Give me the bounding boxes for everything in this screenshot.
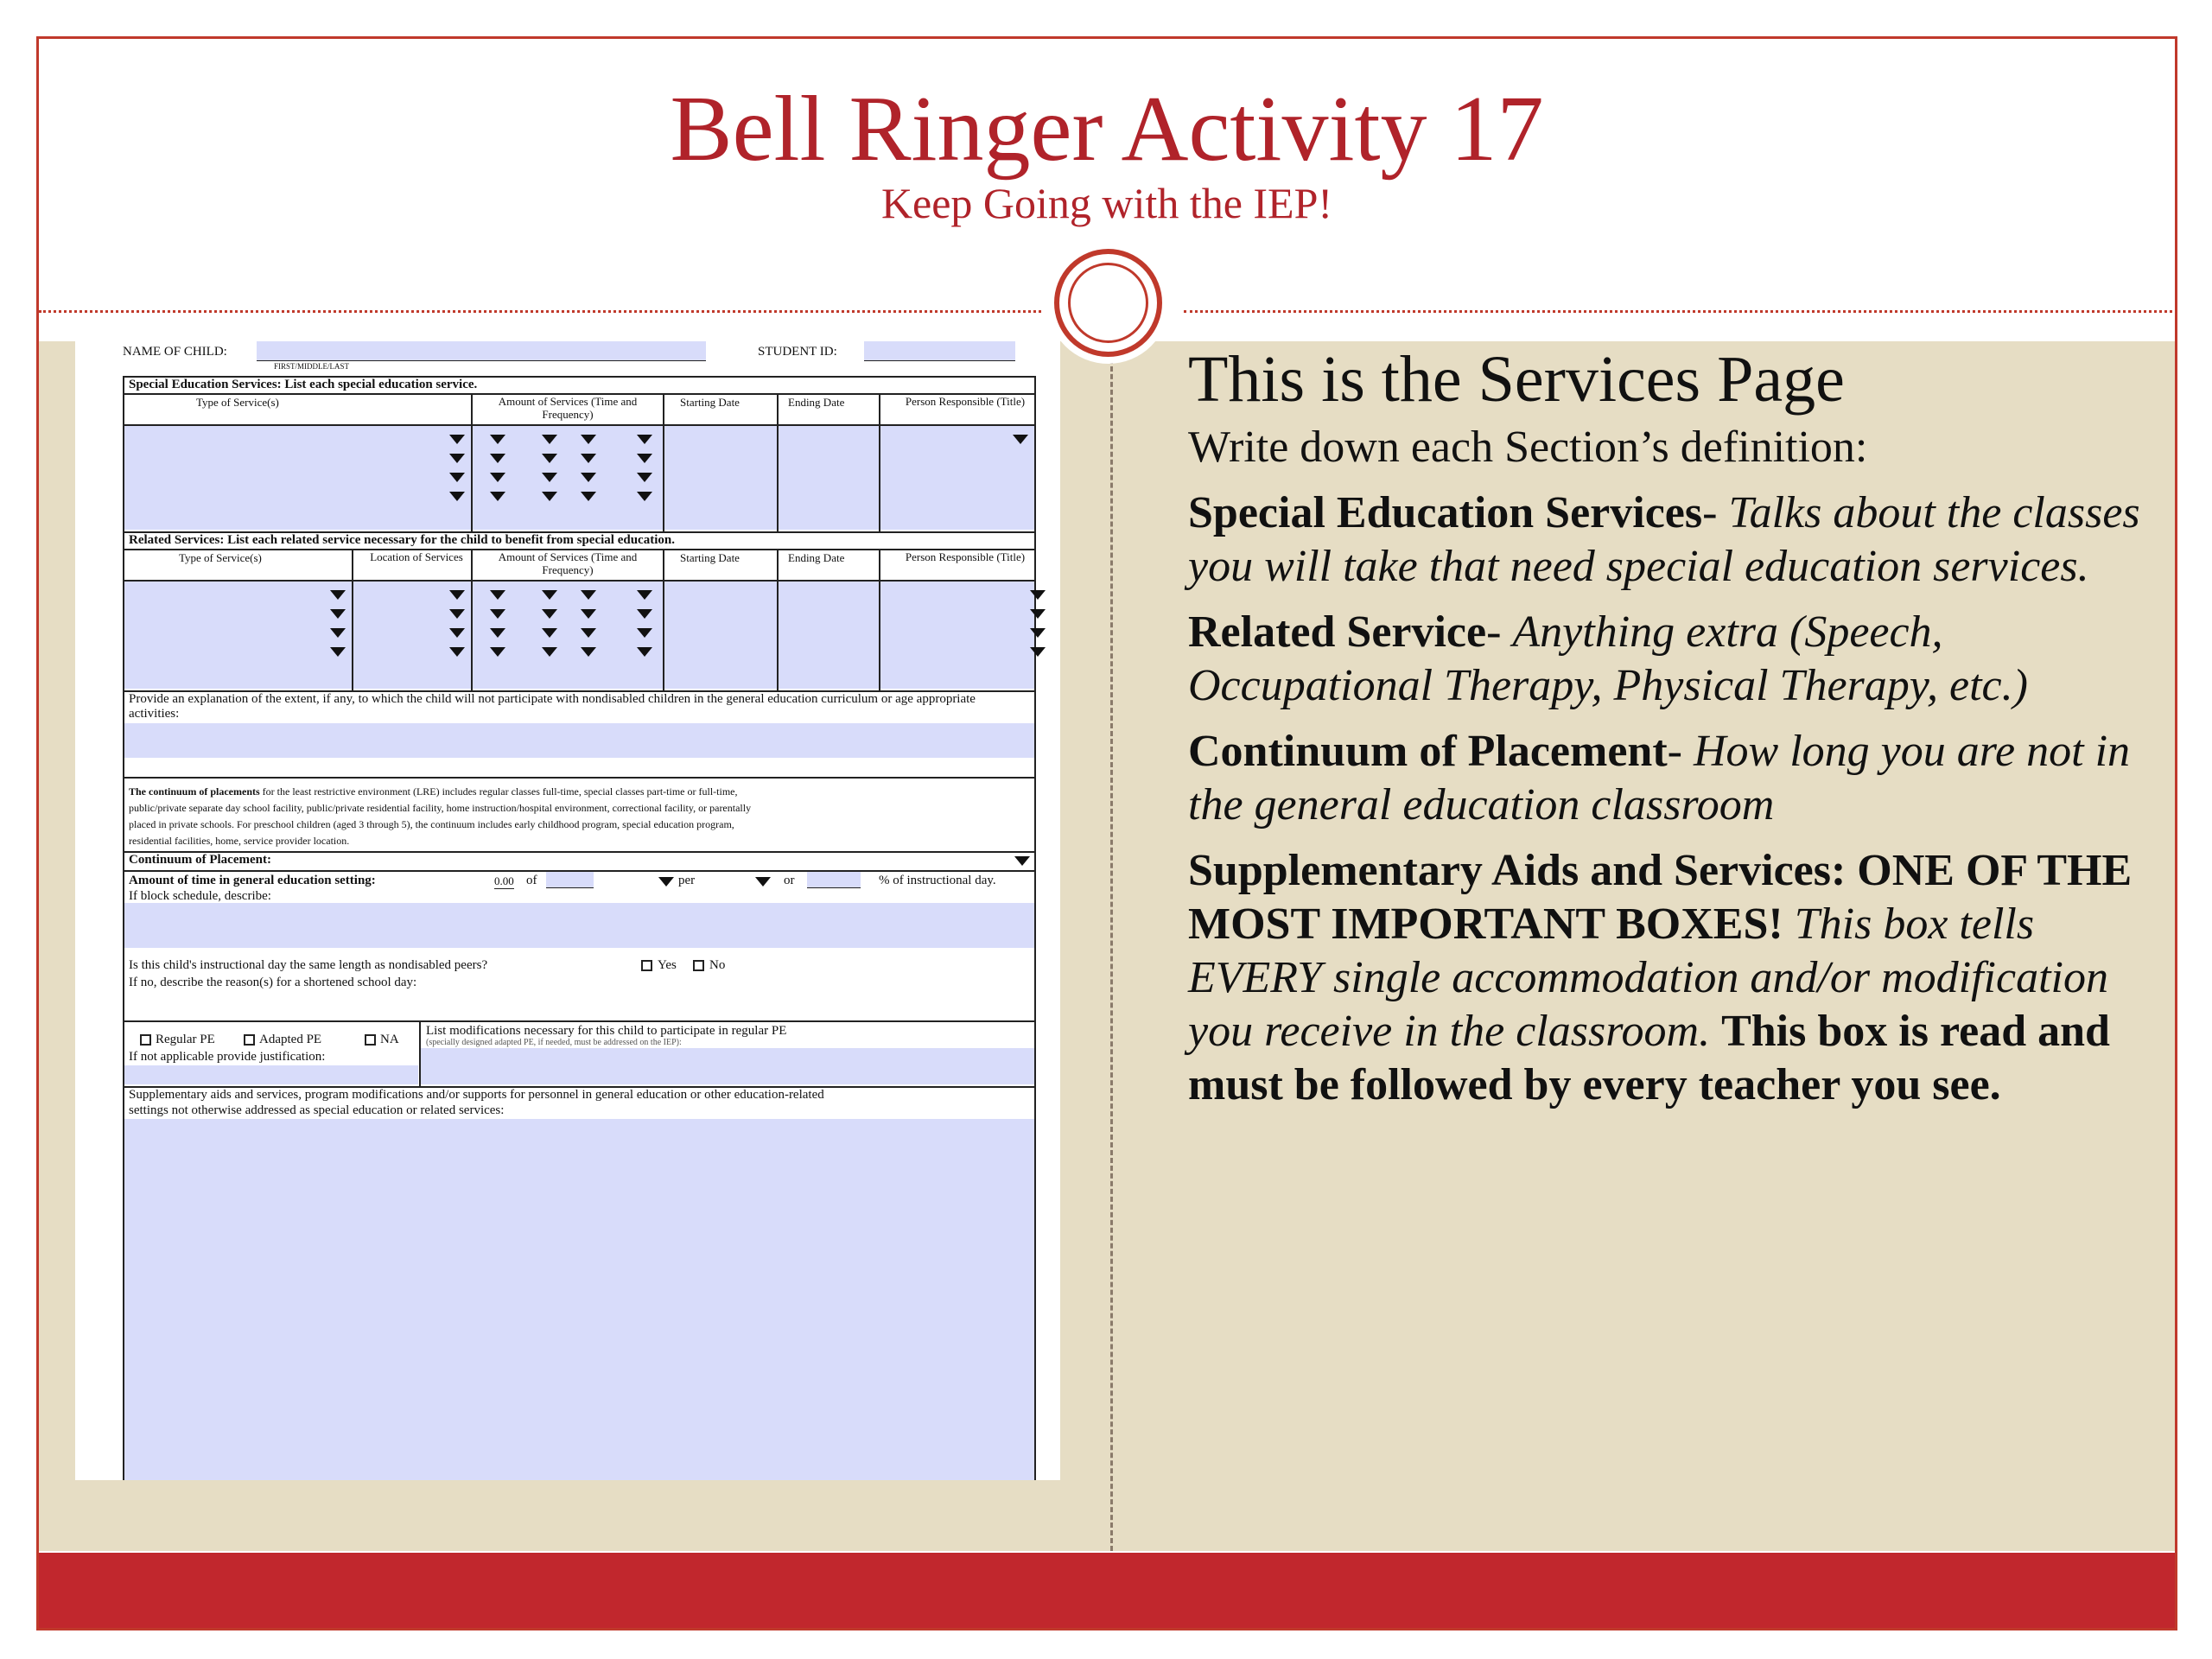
name-sub-label: FIRST/MIDDLE/LAST	[274, 362, 350, 371]
student-id-label: STUDENT ID:	[758, 345, 837, 359]
sped-services-header: Special Education Services: List each special education service.	[129, 378, 478, 391]
lre-explanation-field	[124, 723, 1034, 758]
instructional-day-question: Is this child's instructional day the same length as nondisabled peers?	[129, 958, 488, 972]
footer-bar	[39, 1553, 2175, 1630]
yes-checkbox	[641, 960, 652, 971]
slide-frame	[36, 36, 2177, 1630]
slide-subtitle: Keep Going with the IEP!	[880, 179, 1333, 227]
gen-ed-time-value: 0.00	[494, 874, 514, 887]
na-checkbox	[365, 1034, 376, 1046]
adapted-pe-checkbox	[244, 1034, 255, 1046]
pe-modifications-field	[421, 1048, 1034, 1084]
gen-ed-time-label: Amount of time in general education setting:	[129, 874, 376, 887]
supplementary-aids-label: Supplementary aids and services, program modifications and/or supports for personnel in general education or other education-related	[129, 1088, 824, 1102]
continuum-description-1: The continuum of placements for the least restrictive environment (LRE) includes regular classes full-time, special classes part-time or full-time,	[129, 785, 738, 798]
name-of-child-field	[257, 341, 706, 361]
iep-services-form-image: NAME OF CHILD: FIRST/MIDDLE/LAST STUDENT ID: Special Education Services: List each special education service. Type of Service(s) Amount of Services (Time and Frequency) Starting Date Ending Date Person Responsible (Title) Related Services: List each related service necessary for the child to benefit from special education. Type of Service(s) Location of Services Amount of Services (Time and Frequency) Starting Date Ending Date Person Responsible (Title) Provide an explanation of the extent, if any, to which the child will not participate with nondisabled children in the general education curriculum or age appropriate activities: The continuum of placements for the least restrictive environment (LRE) includes regular classes full-time, special classes part-time or full-time, public/private separate day school facility, public/private residential facility, home instruction/hospital environment, correctional facility, or parentally placed in private schools. For preschool children (aged 3 through 5), the continuum includes early childhood program, special education program, residential facilities, home, service provider location. Continuum of Placement: Amount of time in general education setting: 0.00 of per or % of instructional day. If block schedule, describe: Is this child's instructional day the same length as nondisabled peers? Yes No If no, describe the reason(s) for a shortened school day: Regular PE Adapted PE NA If not applicable provide justification: List modifications necessary for this child to participate in regular PE (specially designed adapted PE, if needed, must be addressed on the IEP): Supplementary aids and services, program modifications and/or supports for personnel in general education or other education-related settings not otherwise addressed as special education or related services:	[75, 338, 1060, 1480]
services-page-notes	[1188, 341, 2156, 1124]
instructions-text: Write down each Section’s definition:	[1188, 423, 1868, 472]
services-page-heading: This is the Services Page	[1188, 343, 1845, 416]
sped-services-rows	[124, 426, 1034, 530]
column-divider	[1110, 343, 1113, 1551]
regular-pe-checkbox	[140, 1034, 151, 1046]
definition-supplementary-aids: Supplementary Aids and Services: ONE OF THE MOST IMPORTANT BOXES! This box tells EVERY single accommodation and/or modification you receive in the classroom. This box is read and must be followed by every teacher you see.	[1188, 846, 2133, 1109]
student-id-field	[864, 341, 1015, 361]
block-schedule-field	[124, 903, 1034, 948]
definition-special-education-services: Special Education Services- Talks about the classes you will take that need special education services.	[1188, 488, 2140, 591]
definition-related-service: Related Service- Anything extra (Speech, Occupational Therapy, Physical Therapy, etc.)	[1188, 607, 2028, 710]
related-services-header: Related Services: List each related service necessary for the child to benefit from special education.	[129, 533, 675, 547]
divider-circle-ornament	[1054, 249, 1162, 357]
supplementary-aids-field	[124, 1119, 1034, 1480]
name-of-child-label: NAME OF CHILD:	[123, 345, 227, 359]
lre-explanation-prompt: Provide an explanation of the extent, if any, to which the child will not participate with nondisabled children in the general education curriculum or age appropriate activities:	[129, 692, 976, 721]
related-services-rows	[124, 582, 1034, 689]
header-divider-right	[1184, 310, 2177, 313]
definition-continuum-of-placement: Continuum of Placement- How long you are not in the general education classroom	[1188, 727, 2131, 830]
header-divider-left	[39, 310, 1041, 313]
no-checkbox	[693, 960, 704, 971]
continuum-of-placement-label: Continuum of Placement:	[129, 853, 271, 867]
slide-title: Bell Ringer Activity 17	[670, 78, 1544, 181]
